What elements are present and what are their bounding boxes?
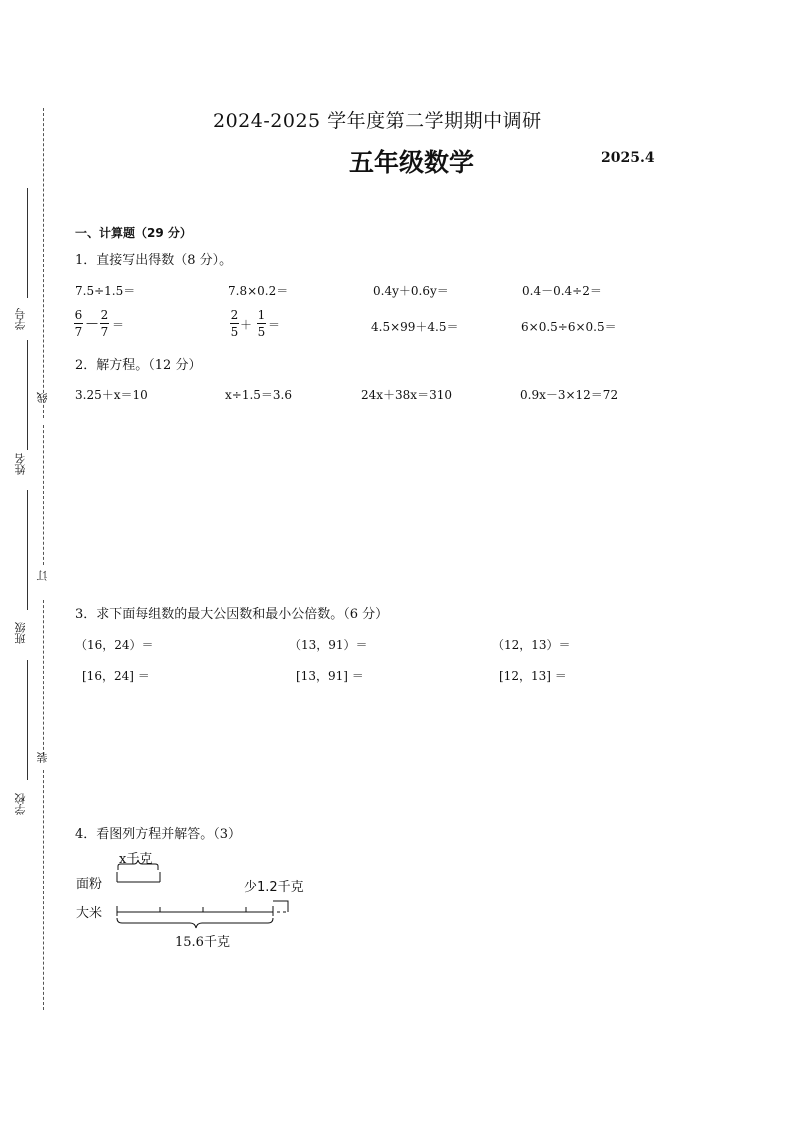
q2-title: 2．解方程。（12 分） [75,358,202,373]
q3-title: 3．求下面每组数的最大公因数和最小公倍数。（6 分） [75,607,389,622]
fraction-bar [257,323,266,324]
margin-underline-3 [27,490,28,610]
total-brace [117,918,273,928]
q1-item-8: 6×0.5÷6×0.5＝ [521,320,617,334]
subject-title: 五年级数学 [349,148,475,177]
margin-dashed-line-lower [43,600,44,755]
fraction-numerator: 2 [230,308,239,322]
q2-eq-1: 3.25＋x＝10 [75,388,148,402]
fraction-bar [230,323,239,324]
school-label: 学校 [14,793,27,815]
q2-eq-4: 0.9x－3×12＝72 [520,388,619,402]
diagram-less-label: 少1.2千克 [244,880,304,895]
q1-item-4: 0.4－0.4÷2＝ [522,284,602,298]
q4-title: 4．看图列方程并解答。（3） [75,827,242,842]
line-char: 线 [36,392,49,403]
q1-title: 1．直接写出得数（8 分）。 [75,253,233,268]
margin-dashed-line-mid [43,425,44,565]
missing-part-box [273,901,288,912]
diagram-flour-label: 面粉 [76,877,103,892]
diagram-x-label: x千克 [119,852,153,867]
q1-frac-b-op: ＋ [240,318,253,332]
fraction-denominator: 5 [257,325,266,339]
q1-frac-b1 [230,308,239,339]
q2-eq-2: x÷1.5＝3.6 [225,388,292,402]
diagram-total-label: 15.6千克 [175,935,230,950]
name-label: 姓名 [14,453,27,475]
fraction-bar [74,323,83,324]
q3-gcd-1: （16，24）＝ [75,638,154,652]
q1-frac-a2 [100,308,109,339]
q3-gcd-2: （13，91）＝ [289,638,368,652]
fraction-numerator: 1 [257,308,266,322]
q1-frac-a-op: — [86,316,98,330]
q1-item-3: 0.4y＋0.6y＝ [373,284,449,298]
exam-title: 2024-2025 学年度第二学期期中调研 [213,110,542,132]
q3-lcm-1: [16，24] ＝ [82,669,150,683]
q3-lcm-2: [13，91] ＝ [296,669,364,683]
q3-lcm-3: [12，13] ＝ [499,669,567,683]
margin-underline-1 [27,188,28,298]
fraction-numerator: 2 [100,308,109,322]
q1-frac-a1 [74,308,83,339]
fraction-bar [100,323,109,324]
section-title: 一、计算题（29 分） [75,226,192,240]
q2-eq-3: 24x＋38x＝310 [361,388,452,402]
q1-item-7: 4.5×99＋4.5＝ [371,320,459,334]
q1-frac-b-eq: ＝ [268,318,281,332]
q3-gcd-3: （12，13）＝ [492,638,571,652]
class-label: 班级 [14,622,27,644]
fraction-numerator: 6 [74,308,83,322]
q1-frac-a-eq: ＝ [112,318,125,332]
order-char: 订 [36,570,49,581]
diagram-rice-label: 大米 [76,906,103,921]
q1-frac-b2 [257,308,266,339]
q1-item-1: 7.5÷1.5＝ [75,284,136,298]
margin-dashed-line-bottom [43,770,44,1010]
bind-char: 装 [36,752,49,763]
exam-date: 2025.4 [601,150,655,166]
student-id-label: 学号 [14,308,27,330]
fraction-denominator: 5 [230,325,239,339]
q1-item-2: 7.8×0.2＝ [228,284,289,298]
margin-underline-2 [27,340,28,450]
margin-dashed-line-top [43,108,44,418]
fraction-denominator: 7 [74,325,83,339]
margin-underline-4 [27,660,28,780]
fraction-denominator: 7 [100,325,109,339]
